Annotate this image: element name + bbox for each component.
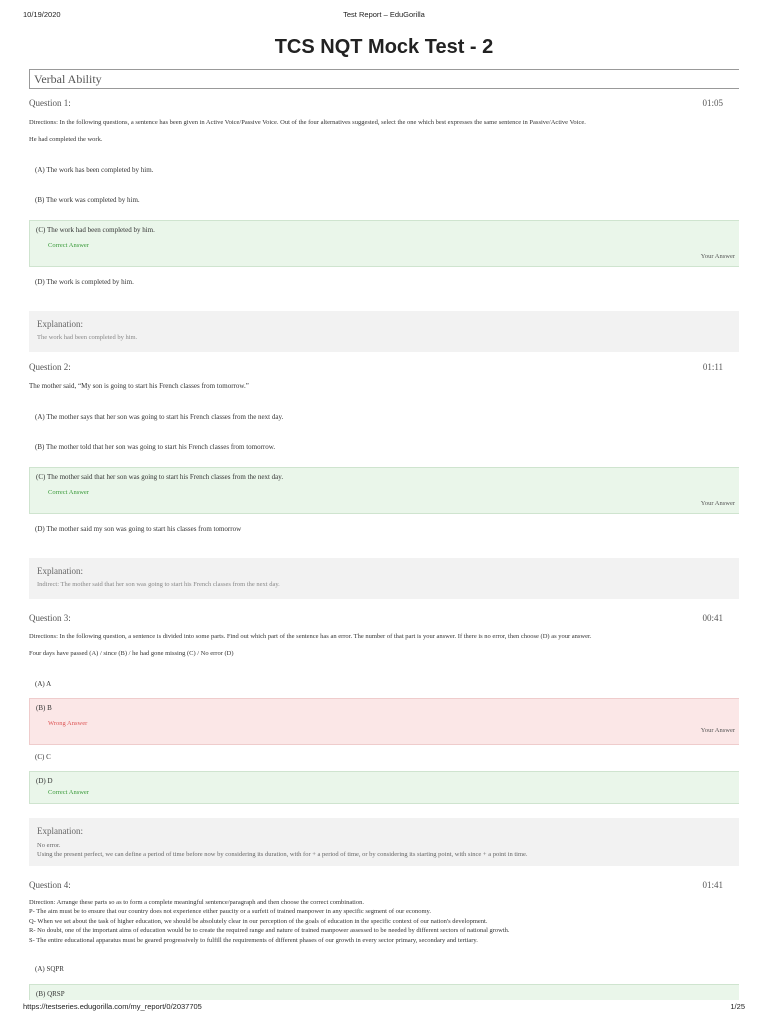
explanation-box [29,558,739,599]
page-title: TCS NQT Mock Test - 2 [274,36,494,58]
option-c: (C) C [35,753,51,761]
part-q: Q- When we set about the task of higher education, we should be absolutely clear in our perception of the goals of education in the specific context of our nation's development. [29,917,488,925]
option-a: (A) A [35,680,52,688]
question-label: Question 3: [29,613,71,623]
explanation-line: No error. [37,842,61,849]
option-c-correct [29,467,739,514]
question-label: Question 1: [29,98,71,108]
question-directions [29,898,729,945]
question-stem: He had completed the work. [29,136,103,143]
option-b-wrong [29,698,739,745]
print-date: 10/19/2020 [23,10,61,19]
option-b: (B) The work was completed by him. [35,196,140,204]
correct-answer-label: Correct Answer [48,242,89,249]
question-directions: Directions: In the following question, a sentence is divided into some parts. Find out which part of the sentence has an error. The number of that part is your answer. If there is no error, then choose (D) as your answer. [29,633,592,640]
explanation-box [29,818,739,866]
explanation-title: Explanation: [37,566,83,576]
option-c-text: (C) The mother said that her son was going to start his French classes from the next day. [36,473,284,481]
part-p: P- The aim must be to ensure that our country does not experience either paucity or a surfeit of trained manpower in any specific segment of our economy. [29,908,431,916]
wrong-answer-label: Wrong Answer [48,720,88,727]
explanation-title: Explanation: [37,319,83,329]
question-time: 01:11 [702,362,723,372]
your-answer-label: Your Answer [700,727,735,734]
explanation-text: Indirect: The mother said that her son was going to start his French classes from the next day. [37,581,280,588]
print-footer [0,1002,768,1014]
question-stem: Four days have passed (A) / since (B) / he had gone missing (C) / No error (D) [29,650,234,657]
option-a: (A) The work has been completed by him. [35,166,154,174]
page-url: https://testseries.edugorilla.com/my_report/0/2037705 [23,1002,202,1011]
directions-line: Direction: Arrange these parts so as to form a complete meaningful sentence/paragraph and then choose the correct combination. [29,899,364,906]
question-label: Question 2: [29,362,71,372]
part-s: S- The entire educational apparatus must be geared progressively to fulfill the requirements of different phases of our growth in every sector primary, secondary and tertiary. [29,936,478,944]
option-b-text: (B) B [36,704,52,712]
question-time: 01:05 [702,98,723,108]
your-answer-label: Your Answer [700,253,735,260]
option-b-text: (B) QRSP [36,990,65,998]
your-answer-label: Your Answer [700,500,735,507]
question-stem: The mother said, “My son is going to start his French classes from tomorrow.” [29,382,249,390]
question-directions: Directions: In the following questions, a sentence has been given in Active Voice/Passive Voice. Out of the four alternatives suggested, select the one which best expresses the same sentence in Passive/Active Voice. [29,119,586,126]
option-c-text: (C) The work had been completed by him. [36,226,155,234]
part-r: R- No doubt, one of the important aims of education would be to create the required range and nature of trained manpower assessed to be needed by different sectors of national growth. [29,927,510,935]
option-d: (D) The work is completed by him. [35,278,134,286]
print-page-title: Test Report – EduGorilla [343,10,425,19]
option-c-correct [29,220,739,267]
option-d-text: (D) D [36,777,53,785]
question-time: 01:41 [702,880,723,890]
question-time: 00:41 [702,613,723,623]
section-header: Verbal Ability [29,69,739,89]
explanation-text: The work had been completed by him. [37,334,138,341]
page-number: 1/25 [730,1002,745,1011]
correct-answer-label: Correct Answer [48,489,89,496]
explanation-box [29,311,739,352]
option-a: (A) The mother says that her son was going to start his French classes from the next day. [35,413,284,421]
option-b-partial [29,984,739,1000]
explanation-title: Explanation: [37,826,83,836]
option-d: (D) The mother said my son was going to start his classes from tomorrow [35,525,242,533]
option-b: (B) The mother told that her son was going to start his French classes from tomorrow. [35,443,276,451]
explanation-line: Using the present perfect, we can define a period of time before now by considering its duration, with for + a period of time, or by considering its starting point, with since + a point in time. [37,851,528,859]
option-a: (A) SQPR [35,965,64,973]
question-label: Question 4: [29,880,71,890]
option-d-correct [29,771,739,804]
correct-answer-label: Correct Answer [48,789,89,796]
